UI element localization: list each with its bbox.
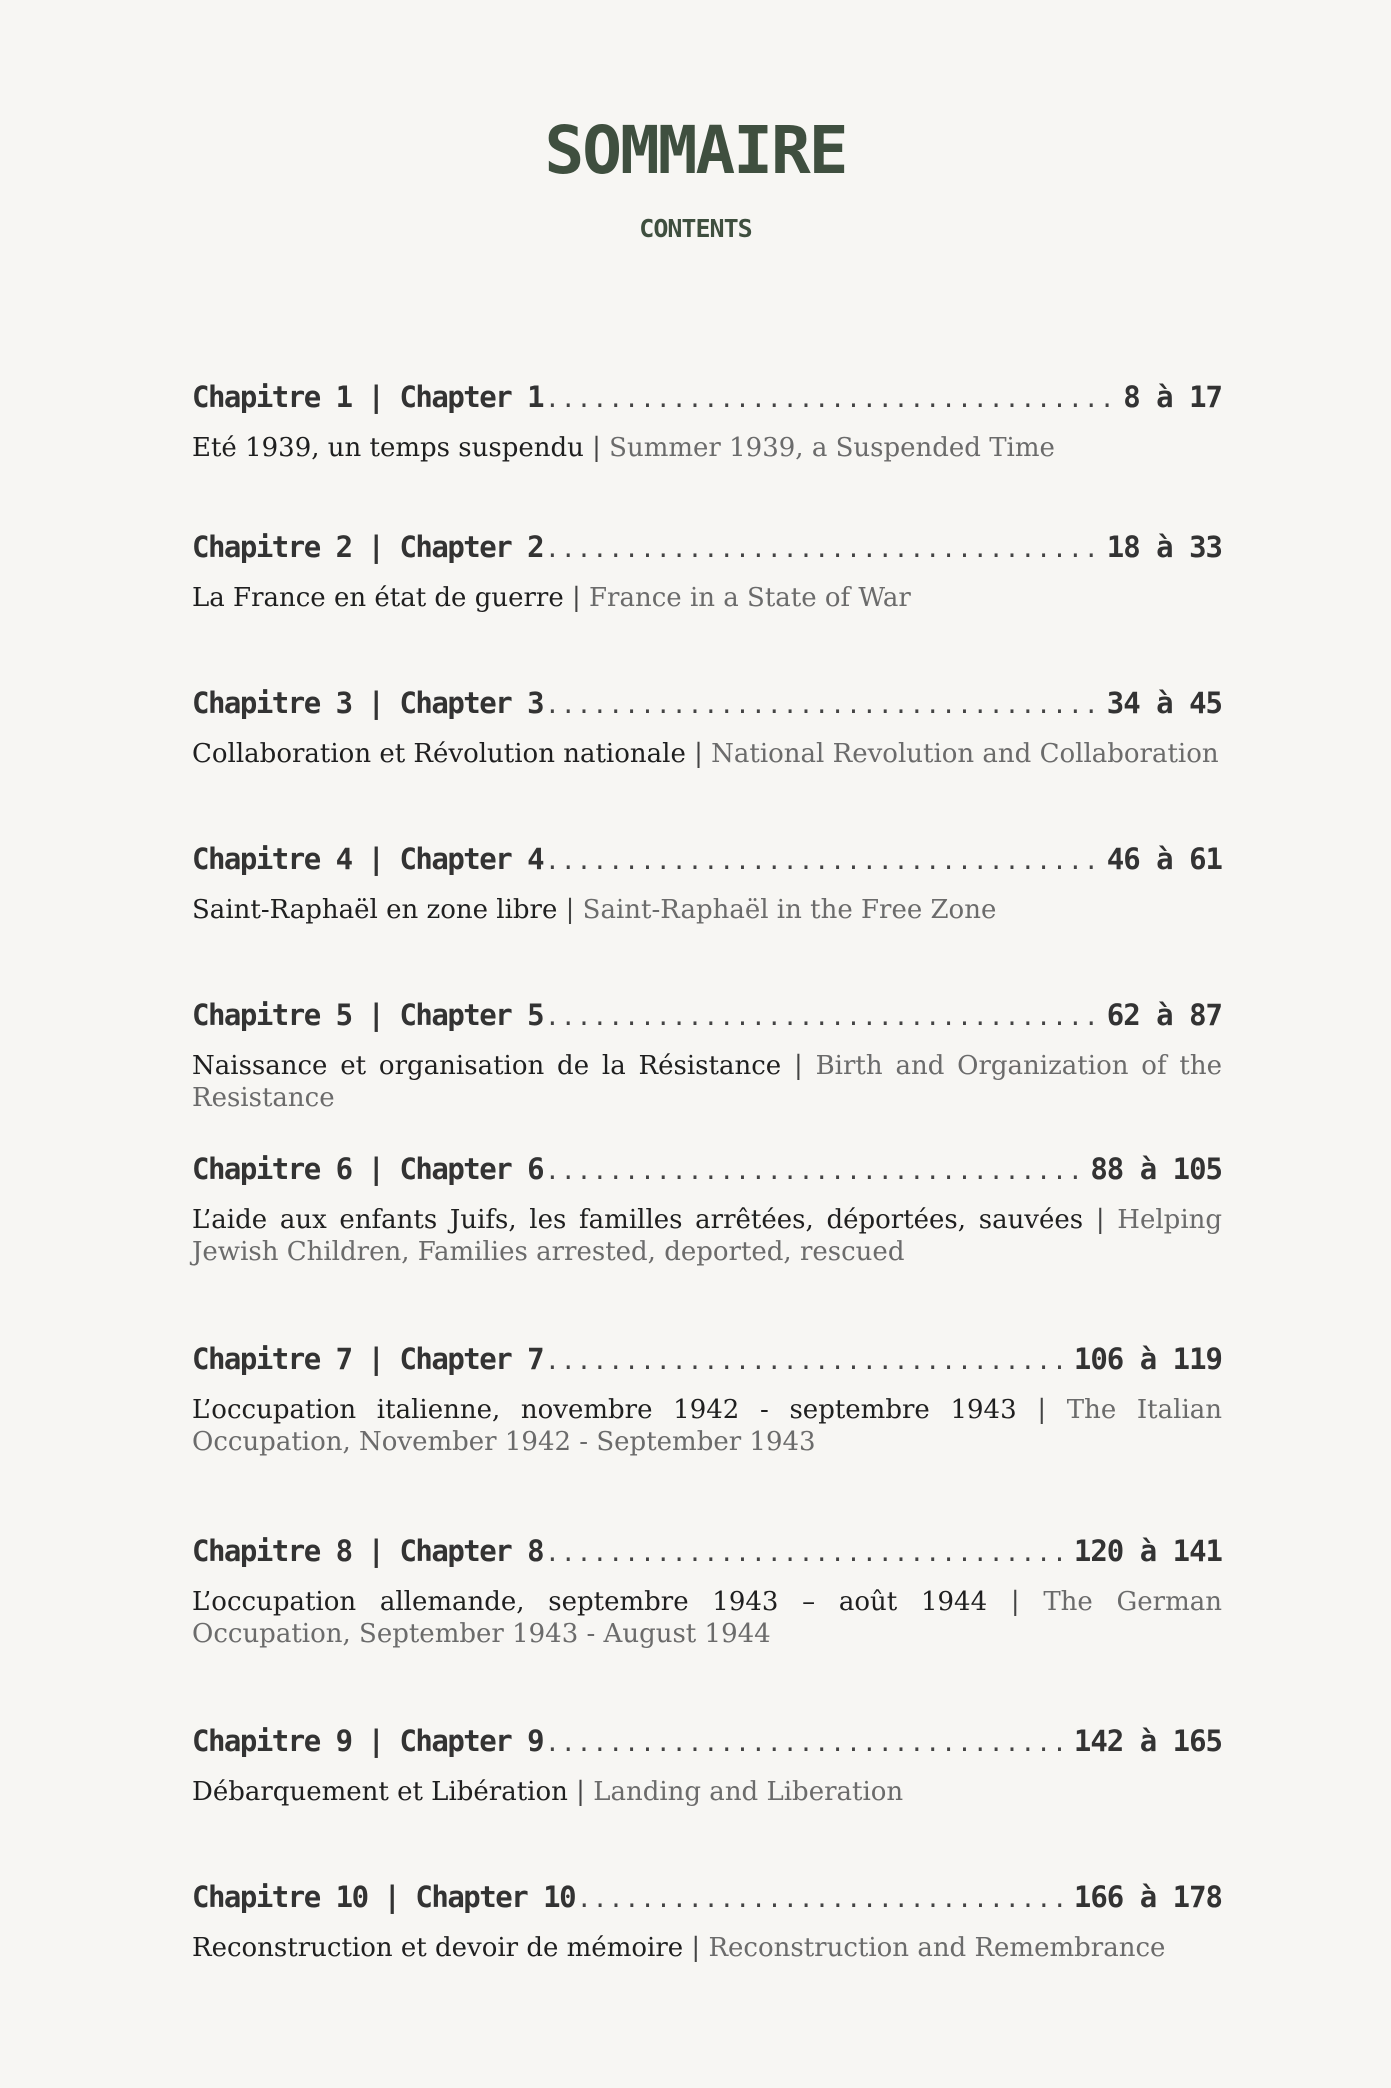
chapter-title: Saint-Raphaël en zone libre | Saint-Raphaël in the Free Zone [192,895,997,925]
page-range: 62 à 87 [1106,998,1222,1032]
chapter-title: Eté 1939, un temps suspendu | Summer 1939, a Suspended Time [192,433,1055,463]
chapter-title-en: The Italian Occupation, November 1942 - September 1943 [192,1395,1223,1457]
chapter-title-en: Reconstruction and Remembrance [708,1933,1166,1963]
page-range: 18 à 33 [1106,530,1222,564]
dot-leader [545,1539,1068,1567]
chapter-title: Reconstruction et devoir de mémoire | Reconstruction and Remembrance [192,1933,1166,1963]
chapter-title-fr: La France en état de guerre [192,583,564,613]
chapter-title: Débarquement et Libération | Landing and Liberation [192,1777,904,1807]
dot-leader [545,691,1101,719]
chapter-title-fr: Collaboration et Révolution nationale [192,739,686,769]
dot-leader [545,847,1101,875]
toc-entry-10[interactable] [192,1880,1222,1980]
page-range: 8 à 17 [1123,380,1222,414]
chapter-title: Naissance et organisation de la Résistance | Birth and Organization of the Resistance [192,1051,1222,1113]
chapter-title-fr: Naissance et organisation de la Résistance [192,1051,782,1081]
toc-entry-heading [192,380,1222,422]
chapter-title-en: The German Occupation, September 1943 - August 1944 [192,1587,1222,1649]
chapter-label: Chapitre 7 | Chapter 7 [192,1342,544,1376]
toc-entry-heading [192,1534,1222,1576]
toc-entry-3[interactable] [192,686,1222,842]
chapter-label: Chapitre 9 | Chapter 9 [192,1724,544,1758]
dot-leader [545,1157,1084,1185]
chapter-title-en: Saint-Raphaël in the Free Zone [582,895,997,925]
chapter-title-en: National Revolution and Collaboration [711,739,1219,769]
chapter-title-en: France in a State of War [589,583,911,613]
chapter-title-fr: Débarquement et Libération [192,1777,568,1807]
dot-leader [577,1885,1068,1913]
toc-entry-1[interactable] [192,380,1222,530]
toc-entry-8[interactable] [192,1534,1222,1724]
chapter-title: L’aide aux enfants Juifs, les familles arrêtées, déportées, sauvées | Helping Jewish Children, Families arrested, deported, rescued [192,1205,1223,1267]
toc-entry-6[interactable] [192,1152,1222,1342]
page-range: 34 à 45 [1106,686,1222,720]
page-range: 166 à 178 [1073,1880,1222,1914]
toc-entry-heading [192,1880,1222,1922]
toc-entry-7[interactable] [192,1342,1222,1534]
chapter-label: Chapitre 4 | Chapter 4 [192,842,544,876]
chapter-label: Chapitre 6 | Chapter 6 [192,1152,544,1186]
chapter-label: Chapitre 1 | Chapter 1 [192,380,544,414]
toc-entry-heading [192,842,1222,884]
chapter-title-en: Landing and Liberation [593,1777,904,1807]
toc-entry-4[interactable] [192,842,1222,998]
page-range: 46 à 61 [1106,842,1222,876]
chapter-label: Chapitre 3 | Chapter 3 [192,686,544,720]
chapter-title-en: Summer 1939, a Suspended Time [609,433,1055,463]
dot-leader [545,385,1117,413]
dot-leader [545,1729,1068,1757]
chapter-title-fr: Eté 1939, un temps suspendu [192,433,584,463]
chapter-title-fr: L’occupation allemande, septembre 1943 – août 1944 [192,1587,988,1617]
chapter-title-fr: L’aide aux enfants Juifs, les familles arrêtées, déportées, sauvées [192,1205,1084,1235]
page-range: 120 à 141 [1073,1534,1222,1568]
chapter-title-fr: Saint-Raphaël en zone libre [192,895,558,925]
page-range: 88 à 105 [1090,1152,1222,1186]
page-range: 142 à 165 [1073,1724,1222,1758]
toc-entry-heading [192,530,1222,572]
chapter-title-fr: L’occupation italienne, novembre 1942 - septembre 1943 [192,1395,1017,1425]
chapter-title-en: Helping Jewish Children, Families arrested, deported, rescued [192,1205,1223,1267]
dot-leader [545,1003,1101,1031]
toc-entry-2[interactable] [192,530,1222,686]
chapter-title-en: Birth and Organization of the Resistance [192,1051,1222,1113]
toc-entry-9[interactable] [192,1724,1222,1880]
chapter-title: Collaboration et Révolution nationale | National Revolution and Collaboration [192,739,1219,769]
chapter-title-fr: Reconstruction et devoir de mémoire [192,1933,684,1963]
toc-entry-heading [192,686,1222,728]
chapter-label: Chapitre 2 | Chapter 2 [192,530,544,564]
toc-entry-heading [192,998,1222,1040]
toc-entry-heading [192,1724,1222,1766]
toc-entry-heading [192,1152,1222,1194]
chapter-title: La France en état de guerre | France in a State of War [192,583,911,613]
toc-entry-heading [192,1342,1222,1384]
dot-leader [545,1347,1068,1375]
dot-leader [545,535,1101,563]
toc-entry-5[interactable] [192,998,1222,1152]
page-range: 106 à 119 [1073,1342,1222,1376]
table-of-contents [192,380,1222,1980]
page-title: SOMMAIRE [544,112,847,189]
chapter-label: Chapitre 8 | Chapter 8 [192,1534,544,1568]
page-subtitle: CONTENTS [639,214,752,243]
chapter-label: Chapitre 10 | Chapter 10 [192,1880,576,1914]
chapter-label: Chapitre 5 | Chapter 5 [192,998,544,1032]
chapter-title: L’occupation italienne, novembre 1942 - septembre 1943 | The Italian Occupation, November 1942 - September 1943 [192,1395,1223,1457]
chapter-title: L’occupation allemande, septembre 1943 – août 1944 | The German Occupation, September 1943 - August 1944 [192,1587,1222,1649]
